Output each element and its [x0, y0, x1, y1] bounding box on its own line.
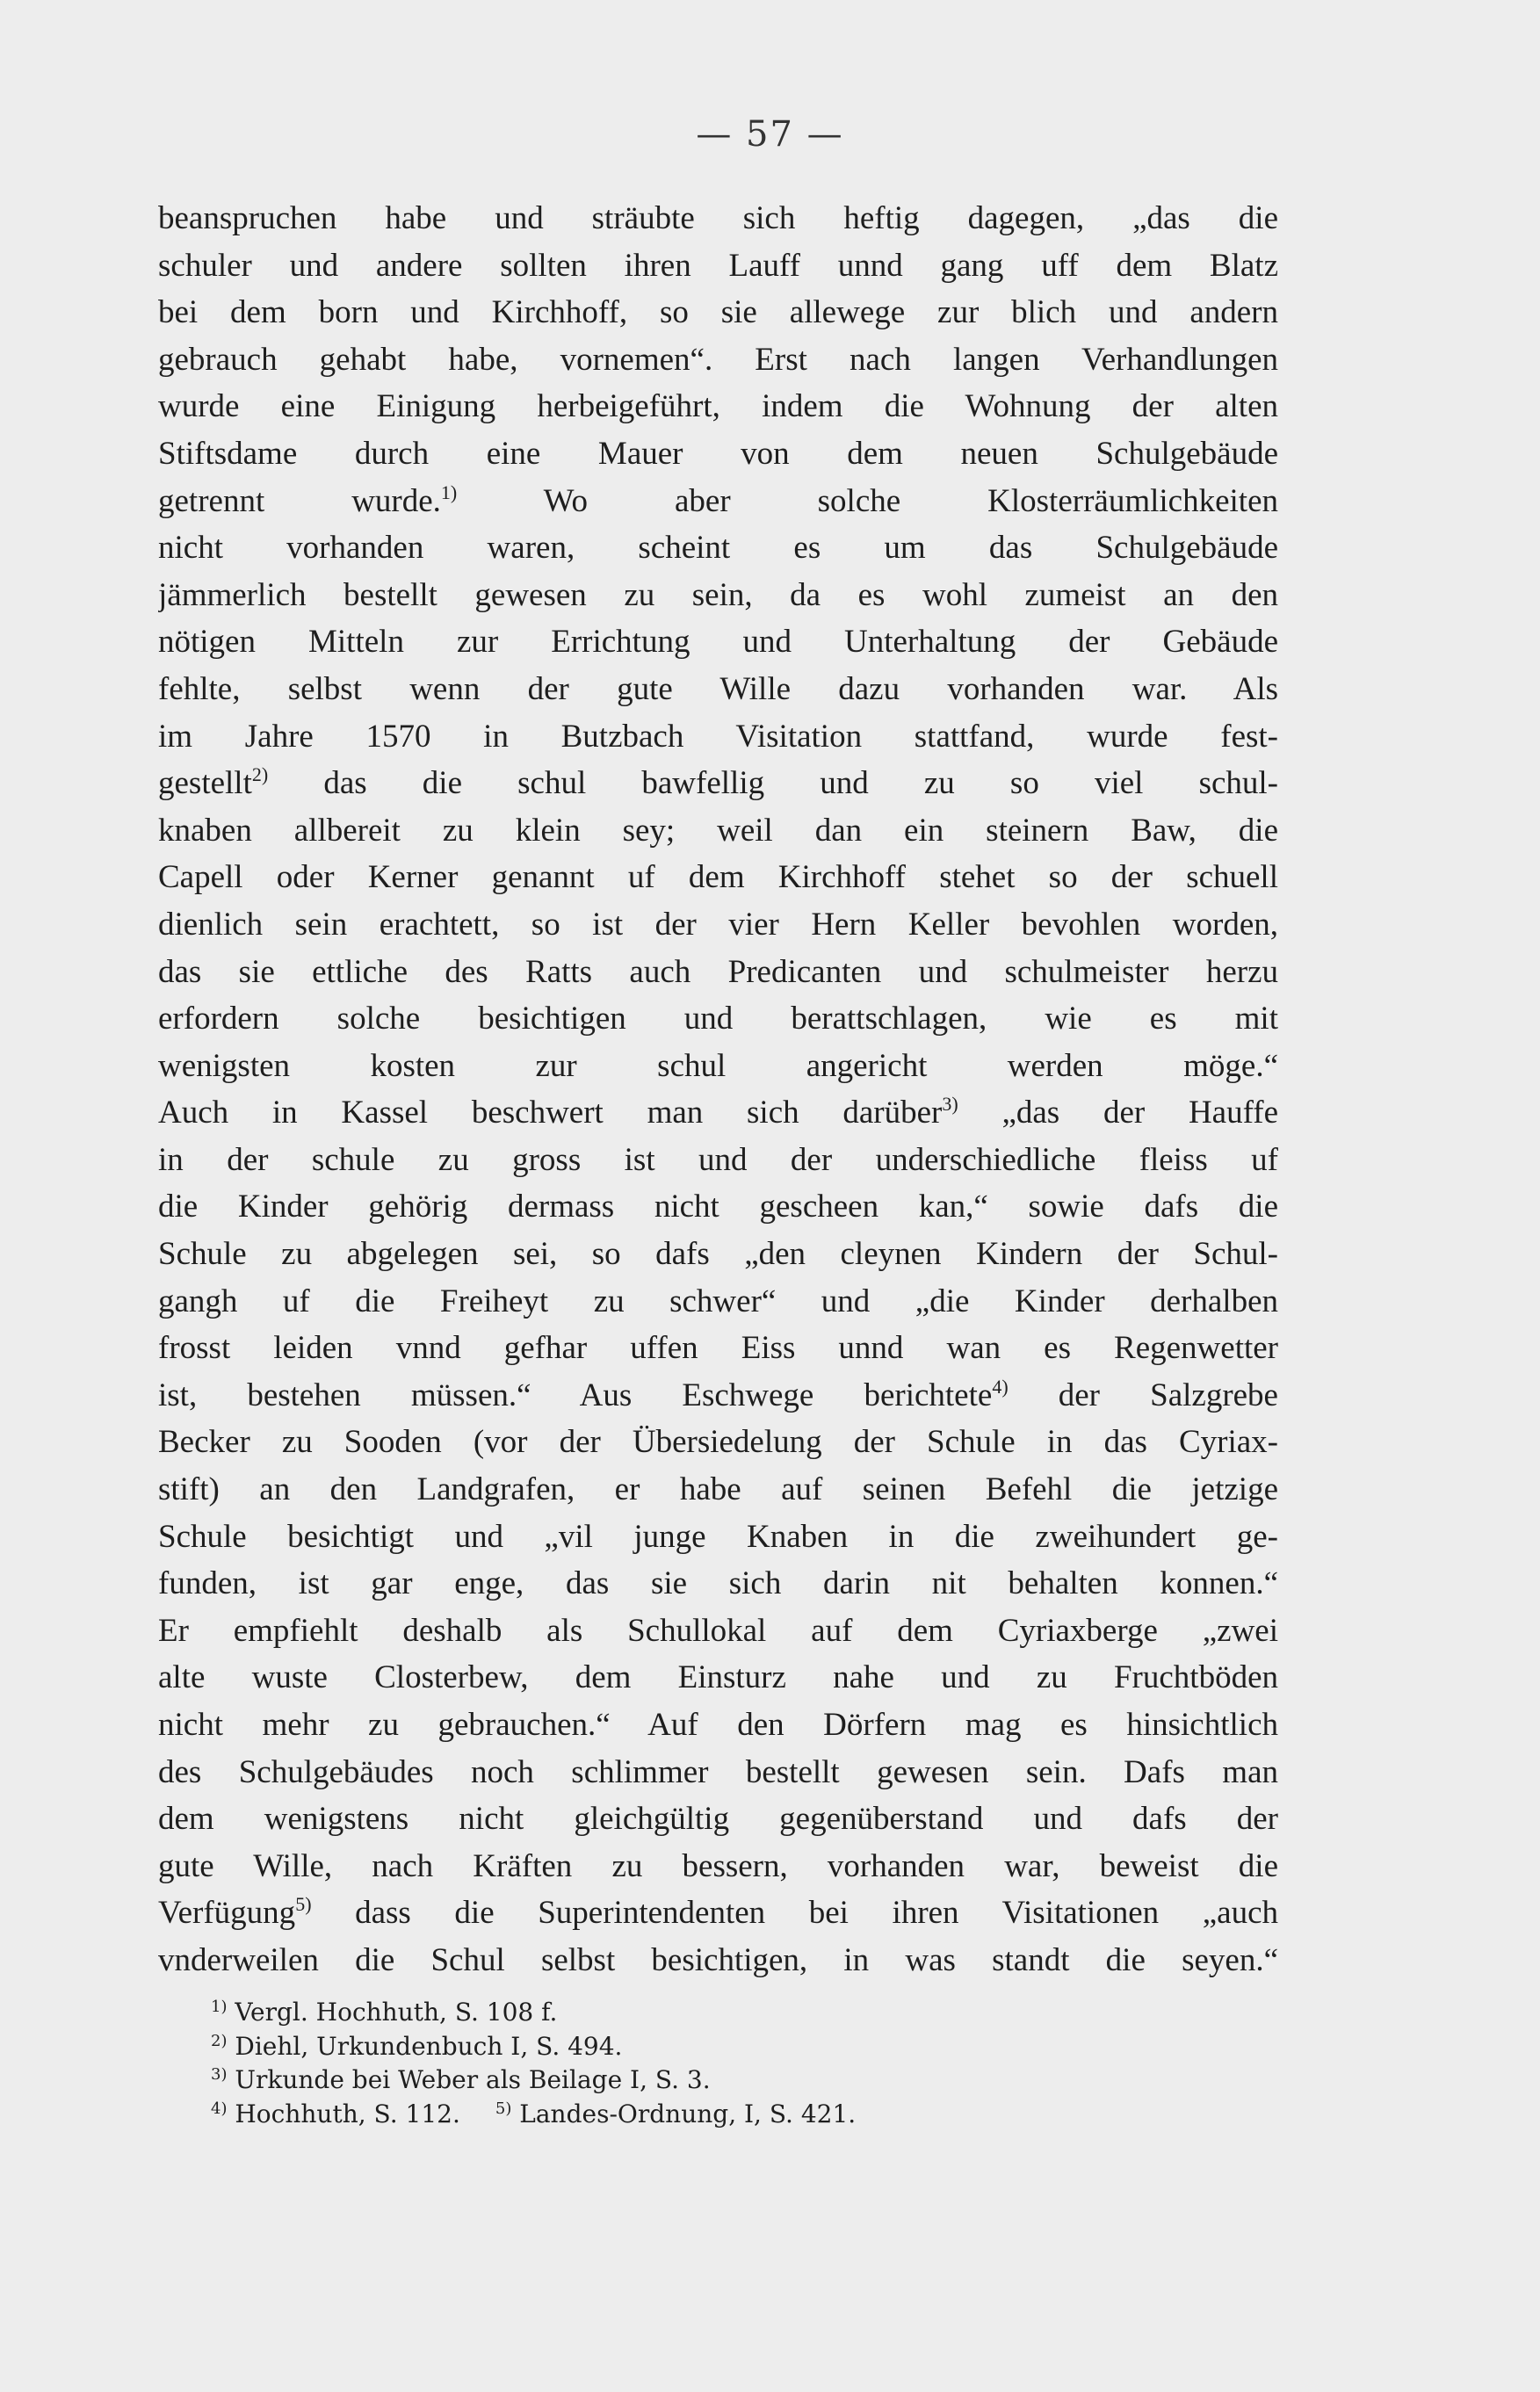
- text-line: [158, 1183, 1278, 1231]
- text-segment: schuler und andere sollten ihren Lauff unnd gang uff dem Blatz: [158, 247, 1278, 284]
- text-line: [158, 995, 1278, 1043]
- text-line: [158, 760, 1278, 807]
- text-line: [158, 1702, 1278, 1749]
- text-line: [158, 1089, 1278, 1137]
- text-line: [158, 1278, 1278, 1326]
- text-line: [158, 1372, 1278, 1420]
- footnote-reference: 1): [440, 481, 458, 503]
- footnote-text: Diehl, Urkundenbuch I, S. 494.: [235, 2031, 623, 2061]
- footnote-reference: 2): [251, 763, 269, 786]
- text-segment: vnderweilen die Schul selbst besichtigen, in was standt die seyen.“: [158, 1941, 1278, 1978]
- text-segment: nicht mehr zu gebrauchen.“ Auf den Dörfern mag es hinsichtlich: [158, 1707, 1278, 1743]
- text-segment: im Jahre 1570 in Butzbach Visitation stattfand, wurde fest-: [158, 718, 1278, 755]
- footnote-text: Landes-Ordnung, I, S. 421.: [519, 2099, 857, 2128]
- text-line: [158, 1937, 1278, 1984]
- text-line: [158, 1796, 1278, 1843]
- text-line: [158, 524, 1278, 572]
- footnote-reference: 4): [992, 1375, 1009, 1398]
- text-line: [158, 1843, 1278, 1890]
- footnote-reference: 5): [295, 1893, 312, 1916]
- text-line: [158, 1890, 1278, 1937]
- text-segment: das die schul bawfellig und zu so viel schul-: [268, 765, 1278, 802]
- text-line: [158, 242, 1278, 290]
- text-segment: das sie ettliche des Ratts auch Predicanten und schulmeister herzu: [158, 953, 1278, 990]
- footnote-mark: 5): [495, 2099, 512, 2118]
- footnote: [211, 2063, 1177, 2098]
- text-line: [158, 807, 1278, 855]
- text-line: [158, 949, 1278, 996]
- text-line: [158, 1466, 1278, 1514]
- footnote-mark: 2): [211, 2031, 228, 2050]
- text-line: [158, 430, 1278, 478]
- text-line: [158, 854, 1278, 901]
- text-segment: erfordern solche besichtigen und berattschlagen, wie es mit: [158, 1001, 1278, 1037]
- text-segment: Er empfiehlt deshalb als Schullokal auf dem Cyriaxberge „zwei: [158, 1612, 1278, 1649]
- page-number: — 57 —: [696, 114, 844, 155]
- text-segment: jämmerlich bestellt gewesen zu sein, da es wohl zumeist an den: [158, 576, 1278, 613]
- text-line: [158, 618, 1278, 666]
- text-segment: getrennt wurde.: [158, 482, 441, 519]
- text-segment: dass die Superintendenten bei ihren Visitationen „auch: [311, 1895, 1278, 1932]
- text-segment: gangh uf die Freiheyt zu schwer“ und „die Kinder derhalben: [158, 1283, 1278, 1319]
- text-segment: knaben allbereit zu klein sey; weil dan ein steinern Baw, die: [158, 812, 1278, 849]
- footnote-text: Urkunde bei Weber als Beilage I, S. 3.: [235, 2065, 711, 2094]
- footnote-mark: 1): [211, 1998, 228, 2016]
- text-line: [158, 666, 1278, 713]
- text-segment: Wo aber solche Klosterräumlichkeiten: [457, 482, 1278, 519]
- text-segment: funden, ist gar enge, das sie sich darin nit behalten konnen.“: [158, 1565, 1278, 1602]
- text-line: [158, 289, 1278, 336]
- text-segment: fehlte, selbst wenn der gute Wille dazu vorhanden war. Als: [158, 670, 1278, 707]
- text-line: [158, 383, 1278, 430]
- text-segment: alte wuste Closterbew, dem Einsturz nahe und zu Fruchtböden: [158, 1659, 1278, 1696]
- text-segment: frosst leiden vnnd gefhar uffen Eiss unnd wan es Regenwetter: [158, 1330, 1278, 1367]
- text-segment: in der schule zu gross ist und der underschiedliche fleiss uf: [158, 1141, 1278, 1178]
- text-segment: ist, bestehen müssen.“ Aus Eschwege berichtete: [158, 1377, 993, 1413]
- text-segment: dienlich sein erachtett, so ist der vier Hern Keller bevohlen worden,: [158, 906, 1278, 943]
- text-line: [158, 572, 1278, 619]
- text-line: [158, 1325, 1278, 1372]
- text-segment: Verfügung: [158, 1895, 296, 1932]
- text-line: [158, 1419, 1278, 1466]
- text-line: [158, 1749, 1278, 1796]
- text-segment: nicht vorhanden waren, scheint es um das Schulgebäude: [158, 530, 1278, 567]
- footnote: [211, 2030, 1177, 2064]
- text-segment: bei dem born und Kirchhoff, so sie allewege zur blich und andern: [158, 294, 1278, 331]
- text-line: [158, 195, 1278, 242]
- text-line: [158, 901, 1278, 949]
- text-segment: der Salzgrebe: [1008, 1377, 1278, 1413]
- text-segment: wenigsten kosten zur schul angericht werden möge.“: [158, 1047, 1278, 1084]
- text-segment: wurde eine Einigung herbeigeführt, indem die Wohnung der alten: [158, 388, 1278, 425]
- footnote-text: Vergl. Hochhuth, S. 108 f.: [235, 1998, 558, 2027]
- text-segment: Capell oder Kerner genannt uf dem Kirchhoff stehet so der schuell: [158, 859, 1278, 896]
- text-segment: beanspruchen habe und sträubte sich heftig dagegen, „das die: [158, 200, 1278, 236]
- text-segment: Schule zu abgelegen sei, so dafs „den cleynen Kindern der Schul-: [158, 1236, 1278, 1273]
- text-line: [158, 1043, 1278, 1090]
- text-segment: Auch in Kassel beschwert man sich darüber: [158, 1095, 943, 1131]
- footnote: [211, 2098, 1177, 2132]
- text-line: [158, 336, 1278, 384]
- text-segment: gute Wille, nach Kräften zu bessern, vorhanden war, beweist die: [158, 1847, 1278, 1884]
- text-segment: Schule besichtigt und „vil junge Knaben in die zweihundert ge-: [158, 1518, 1278, 1555]
- text-line: [158, 713, 1278, 761]
- text-line: [158, 478, 1278, 525]
- text-line: [158, 1231, 1278, 1278]
- footnote-mark: 4): [211, 2099, 228, 2118]
- text-line: [158, 1137, 1278, 1184]
- text-segment: des Schulgebäudes noch schlimmer bestellt gewesen sein. Dafs man: [158, 1753, 1278, 1790]
- text-segment: „das der Hauffe: [958, 1095, 1278, 1131]
- text-segment: dem wenigstens nicht gleichgültig gegenüberstand und dafs der: [158, 1801, 1278, 1838]
- text-segment: stift) an den Landgrafen, er habe auf seinen Befehl die jetzige: [158, 1471, 1278, 1508]
- text-line: [158, 1608, 1278, 1655]
- text-segment: gestellt: [158, 765, 252, 802]
- text-segment: Becker zu Sooden (vor der Übersiedelung der Schule in das Cyriax-: [158, 1424, 1278, 1461]
- text-segment: die Kinder gehörig dermass nicht gescheen kan,“ sowie dafs die: [158, 1189, 1278, 1225]
- footnote: [211, 1996, 1177, 2030]
- footnotes: [211, 1996, 1177, 2131]
- text-segment: Stiftsdame durch eine Mauer von dem neuen Schulgebäude: [158, 435, 1278, 472]
- footnote-reference: 3): [942, 1093, 958, 1116]
- footnote-mark: 3): [211, 2065, 228, 2084]
- text-segment: nötigen Mitteln zur Errichtung und Unterhaltung der Gebäude: [158, 624, 1278, 661]
- text-line: [158, 1560, 1278, 1608]
- footnote-text: Hochhuth, S. 112.: [235, 2099, 460, 2128]
- body-text: [158, 195, 1278, 1984]
- text-line: [158, 1654, 1278, 1702]
- text-segment: gebrauch gehabt habe, vornemen“. Erst nach langen Verhandlungen: [158, 341, 1278, 378]
- text-line: [158, 1514, 1278, 1561]
